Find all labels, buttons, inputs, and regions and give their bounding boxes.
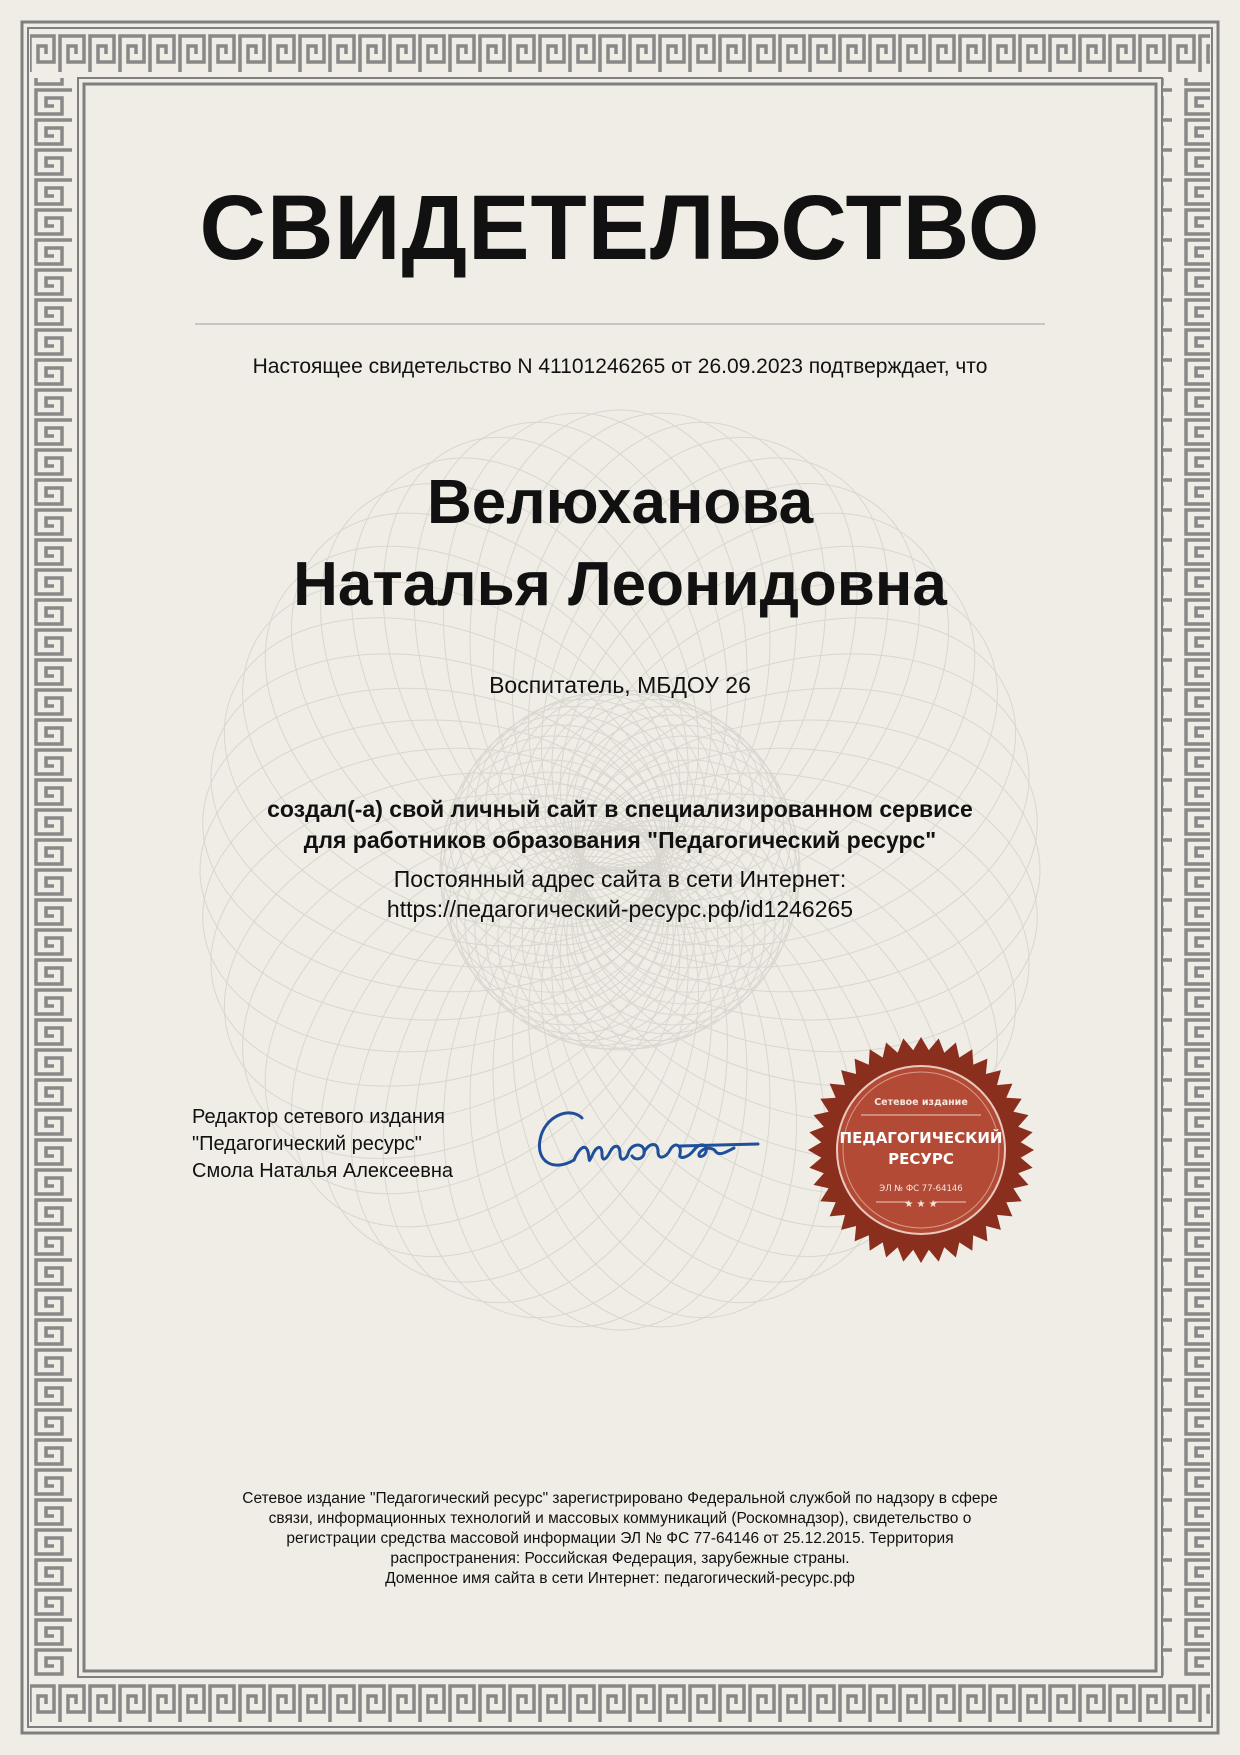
title-divider xyxy=(195,323,1045,325)
editor-role: Редактор сетевого издания xyxy=(192,1106,445,1128)
achievement-line-2: для работников образования "Педагогический ресурс" xyxy=(303,827,937,853)
site-address xyxy=(0,864,1240,924)
site-address-label: Постоянный адрес сайта в сети Интернет: xyxy=(393,866,847,892)
footer-line-2: связи, информационных технологий и массовых коммуникаций (Роскомнадзор), свидетельство о xyxy=(268,1510,972,1527)
footer-line-3: регистрации средства массовой информации ЭЛ № ФС 77-64146 от 25.12.2015. Территория xyxy=(286,1530,954,1547)
recipient-given-names: Наталья Леонидовна xyxy=(293,550,947,619)
seal-name-line-1: ПЕДАГОГИЧЕСКИЙ xyxy=(839,1129,1003,1147)
editor-name: Смола Наталья Алексеевна xyxy=(192,1160,454,1182)
recipient-name xyxy=(0,462,1240,626)
certificate-title: СВИДЕТЕЛЬСТВО xyxy=(199,177,1041,279)
footer-line-5: Доменное имя сайта в сети Интернет: педагогический-ресурс.рф xyxy=(385,1570,855,1587)
seal-name-line-2: РЕСУРС xyxy=(888,1150,954,1168)
achievement-line-1: создал(-а) свой личный сайт в специализированном сервисе xyxy=(267,796,973,822)
recipient-position: Воспитатель, МБДОУ 26 xyxy=(489,672,751,698)
footer-line-4: распространения: Российская Федерация, зарубежные страны. xyxy=(390,1550,850,1567)
publication-seal xyxy=(806,1035,1036,1265)
footer-line-1: Сетевое издание "Педагогический ресурс" зарегистрировано Федеральной службой по надзору в сфере xyxy=(242,1490,998,1507)
editor-block xyxy=(192,1104,522,1185)
seal-reg-number: ЭЛ № ФС 77-64146 xyxy=(879,1184,963,1194)
editor-signature xyxy=(530,1100,770,1190)
achievement-text xyxy=(0,794,1240,856)
registration-footer xyxy=(180,1489,1060,1589)
certificate-statement: Настоящее свидетельство N 41101246265 от 26.09.2023 подтверждает, что xyxy=(252,355,988,378)
recipient-surname: Велюханова xyxy=(426,468,814,537)
seal-stars: ★ ★ ★ xyxy=(904,1199,938,1210)
seal-top-text: Сетевое издание xyxy=(874,1097,968,1108)
editor-publication: "Педагогический ресурс" xyxy=(192,1133,422,1155)
site-url: https://педагогический-ресурс.рф/id1246265 xyxy=(386,896,854,922)
